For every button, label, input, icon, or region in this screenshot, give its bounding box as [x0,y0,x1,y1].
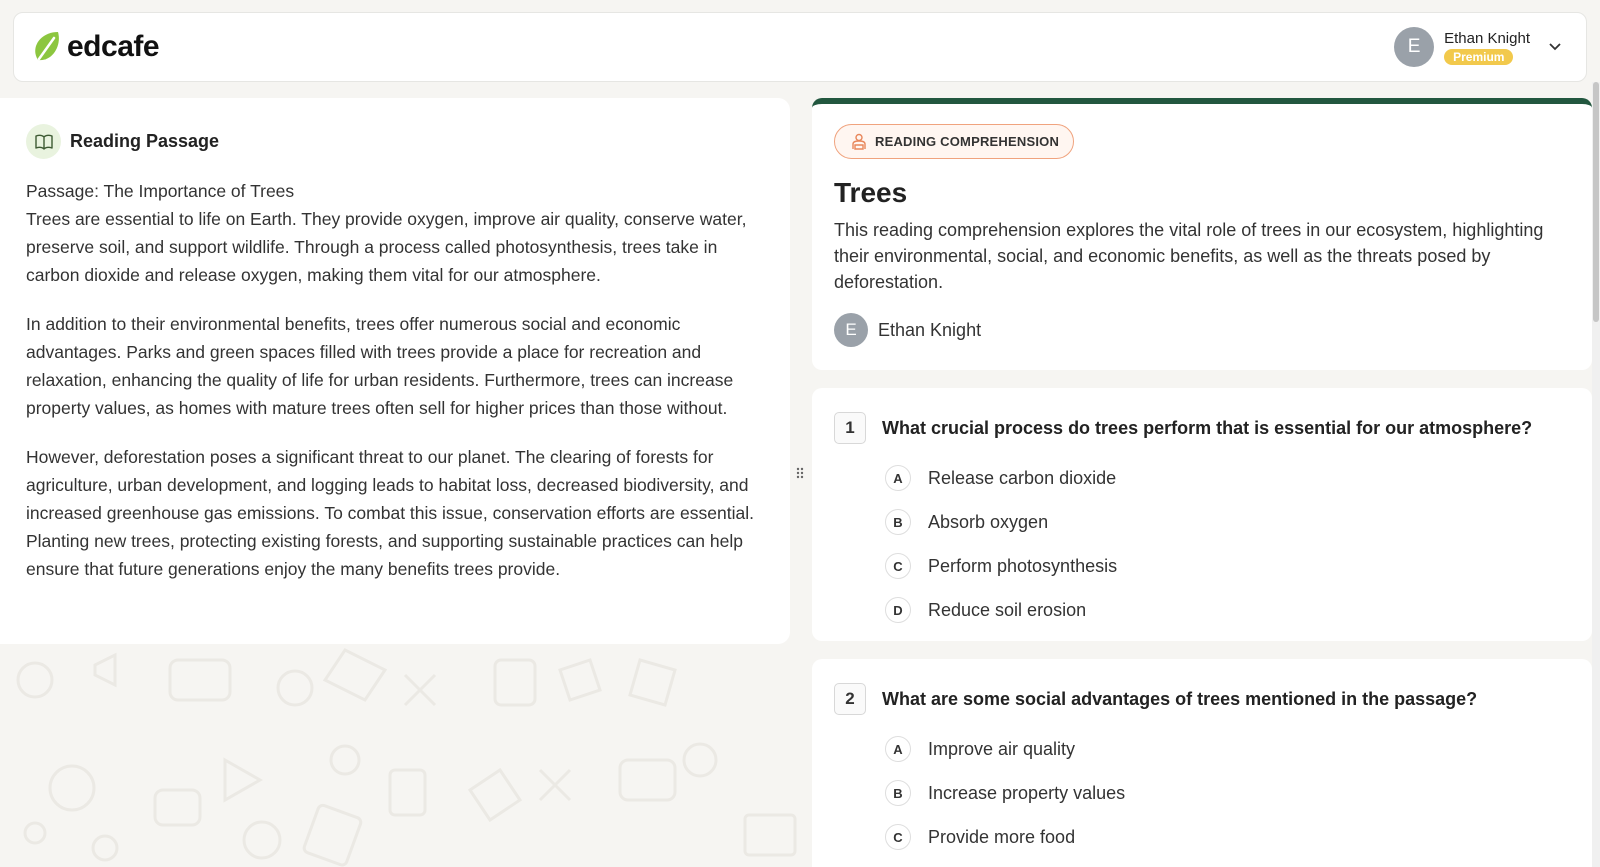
quiz-info-card [812,98,1592,370]
option-c[interactable] [885,544,1570,588]
question-text: What crucial process do trees perform that is essential for our atmosphere? [882,417,1533,438]
question-number: 2 [834,683,866,715]
option-text: Release carbon dioxide [928,467,1117,488]
scroll-thumb[interactable] [1593,82,1599,322]
option-letter: C [885,824,911,850]
option-text: Increase property values [928,782,1126,803]
option-b[interactable] [885,771,1570,815]
option-b[interactable] [885,500,1570,544]
option-letter: B [885,509,911,535]
author-avatar: E [834,313,868,347]
passage-text [26,177,764,583]
logo[interactable] [32,30,159,64]
quiz-type-badge [834,124,1074,159]
panel-title: Reading Passage [70,131,220,151]
user-info [1444,30,1530,65]
top-header [13,12,1587,82]
passage-heading: Passage: The Importance of Trees [26,181,295,201]
options-list [834,456,1570,632]
quiz-title: Trees [834,177,908,208]
passage-block-1 [26,177,764,289]
passage-paragraph: Trees are essential to life on Earth. They provide oxygen, improve air quality, conserve water, preserve soil, and support wildlife. Through a process called photosynthesis, trees take in carbon dioxide and release oxygen, making them vital for our atmosphere. [26,209,747,285]
book-icon-wrap [26,124,61,159]
quiz-description: This reading comprehension explores the vital role of trees in our ecosystem, highlighting their environmental, social, and economic benefits, as well as the threats posed by deforestation. [834,220,1544,292]
option-letter: A [885,465,911,491]
panel-heading [26,124,764,159]
book-icon [35,134,53,150]
user-menu[interactable] [1394,27,1562,67]
passage-paragraph: In addition to their environmental benefits, trees offer numerous social and economic advantages. Parks and green spaces filled with trees provide a place for recreation and relaxation, enhancing the quality of life for urban residents. Furthermore, trees can increase property values, as homes with mature trees often sell for higher prices than those without. [26,314,734,418]
option-text: Perform photosynthesis [928,555,1118,576]
option-c[interactable] [885,815,1570,859]
resize-handle-icon[interactable] [796,467,804,479]
author-name: Ethan Knight [878,319,982,340]
option-text: Reduce soil erosion [928,599,1087,620]
option-text: Improve air quality [928,738,1076,759]
quiz-type-label: READING COMPREHENSION [875,134,1060,149]
option-letter: B [885,780,911,806]
question-header [834,412,1570,444]
option-a[interactable] [885,727,1570,771]
option-letter: A [885,736,911,762]
option-text: Absorb oxygen [928,511,1049,532]
logo-text: edcafe [67,30,160,63]
leaf-logo-icon [32,30,62,64]
option-a[interactable] [885,456,1570,500]
avatar: E [1394,27,1434,67]
reading-passage-panel [0,98,790,644]
question-text: What are some social advantages of trees mentioned in the passage? [882,688,1478,709]
chevron-down-icon[interactable] [1548,42,1562,52]
options-list [834,727,1570,859]
question-card-2 [812,659,1592,867]
premium-badge: Premium [1444,49,1513,65]
passage-paragraph: However, deforestation poses a significant threat to our planet. The clearing of forests for agriculture, urban development, and logging leads to habitat loss, decreased biodiversity, and increased greenhouse gas emissions. To combat this issue, conservation efforts are essential. Planting new trees, protecting existing forests, and supporting sustainable practices can help ensure that future generations enjoy the many benefits trees provide. [26,447,754,579]
question-card-1 [812,388,1592,641]
option-d[interactable] [885,588,1570,632]
option-text: Provide more food [928,826,1076,847]
author [834,313,1570,347]
reader-icon [851,133,867,150]
scrollbar[interactable] [1592,82,1600,867]
question-header [834,683,1570,715]
option-letter: C [885,553,911,579]
option-letter: D [885,597,911,623]
user-name: Ethan Knight [1444,29,1530,47]
question-number: 1 [834,412,866,444]
